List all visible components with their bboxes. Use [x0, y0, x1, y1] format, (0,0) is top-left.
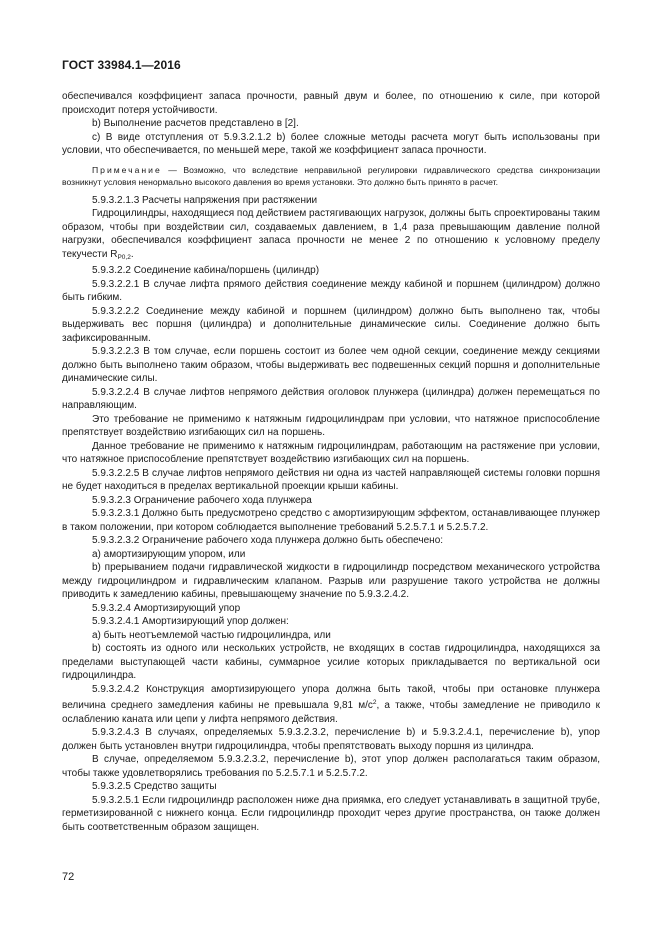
- paragraph: 5.9.3.2.2.2 Соединение между кабиной и поршнем (цилиндром) должно быть выполнено так, чтобы выдерживать вес поршня (цилиндра) и дополнительные динамические силы. Соединение должно быть зафиксированным.: [62, 305, 600, 344]
- list-item: a) амортизирующим упором, или: [92, 548, 246, 560]
- paragraph: Данное требование не применимо к натяжным гидроцилиндрам, работающим на растяжение при условии, что натяжное приспособление препятствует воздействию изгибающих сил на поршень.: [62, 440, 600, 465]
- paragraph: обеспечивался коэффициент запаса прочности, равный двум и более, по отношению к силе, при которой происходит потеря устойчивости.: [62, 91, 600, 116]
- paragraph: c) В виде отступления от 5.9.3.2.1.2 b) более сложные методы расчета могут быть использованы при условии, что обеспечивается, по меньшей мере, такой же коэффициент запаса прочности.: [62, 131, 600, 156]
- decel-sup: 2: [372, 699, 377, 706]
- hydro-text: Гидроцилиндры, находящиеся под действием растягивающих нагрузок, должны быть спроектированы таким образом, чтобы при воздействии сил, создаваемых давлением, в 1,4 раза превышающим давление полной нагрузки, обеспечивался коэффициент запаса прочности не менее 2 по отношению к условному пределу текучести R: [62, 208, 600, 260]
- page-header: ГОСТ 33984.1—2016: [62, 58, 181, 72]
- section-heading: 5.9.3.2.2 Соединение кабина/поршень (цилиндр): [92, 265, 320, 276]
- paragraph: 5.9.3.2.3.1 Должно быть предусмотрено средство с амортизирующим эффектом, останавливающее плунжер в таком положении, при котором соблюдается выполнение требований 5.2.5.7.1 и 5.2.5.7.2.: [62, 508, 600, 533]
- page-number: 72: [62, 871, 75, 883]
- list-item: a) быть неотъемлемой частью гидроцилиндра, или: [92, 629, 331, 641]
- paragraph: 5.9.3.2.4.1 Амортизирующий упор должен:: [92, 616, 289, 627]
- paragraph: В случае, определяемом 5.9.3.2.3.2, перечисление b), этот упор должен располагаться таким образом, чтобы также удовлетворялись требования по 5.2.5.7.1 и 5.2.5.7.2.: [62, 754, 600, 779]
- section-heading: 5.9.3.2.1.3 Расчеты напряжения при растяжении: [92, 194, 318, 206]
- hydro-sub: P0,2: [117, 253, 131, 261]
- list-item: b) состоять из одного или нескольких устройств, не входящих в состав гидроцилиндра, находящихся за пределами выступающей части кабины, суммарное усилие которых прикладывается по вертикальной оси гидроцилиндра.: [62, 643, 600, 681]
- note-text: — Возможно, что вследствие неправильной регулировки гидравлического средства синхронизации возникнут условия ненормально высокого давления во время установки. Это должно быть принято в расчет.: [62, 164, 600, 187]
- paragraph: 5.9.3.2.3.2 Ограничение рабочего хода плунжера должно быть обеспечено:: [92, 535, 444, 546]
- note-label: Примечание: [92, 164, 162, 175]
- paragraph: Это требование не применимо к натяжным гидроцилиндрам при условии, что натяжное приспособление препятствует воздействию изгибающих сил на поршень.: [62, 413, 600, 438]
- paragraph: 5.9.3.2.5.1 Если гидроцилиндр расположен ниже дна приямка, его следует устанавливать в защитной трубе, герметизированной с нижнего конца. Если гидроцилиндр проходит через другие пространства, он также должен быть соответственным образом защищен.: [62, 794, 600, 833]
- section-heading: 5.9.3.2.4 Амортизирующий упор: [92, 602, 241, 614]
- paragraph: 5.9.3.2.2.3 В том случае, если поршень состоит из более чем одной секции, соединение между секциями должно быть выполнено таким образом, чтобы выдерживать вес подвешенных секций поршня и дополнительные динамические силы.: [62, 346, 600, 384]
- note: [62, 164, 600, 188]
- section-heading: 5.9.3.2.5 Средство защиты: [92, 781, 217, 792]
- paragraph: [62, 683, 600, 727]
- paragraph: 5.9.3.2.2.1 В случае лифта прямого действия соединение между кабиной и поршнем (цилиндром) должно быть гибким.: [62, 278, 600, 303]
- paragraph: 5.9.3.2.4.3 В случаях, определяемых 5.9.3.2.3.2, перечисление b) и 5.9.3.2.4.1, перечисление b), упор должен быть установлен внутри гидроцилиндра, чтобы препятствовать выходу поршня из цилиндра.: [62, 727, 600, 752]
- document-body: [62, 90, 600, 834]
- paragraph: [62, 207, 600, 264]
- hydro-end: .: [130, 248, 134, 260]
- decel-end: , а также, чтобы замедление не приводило к ослаблению каната или цепи у лифта непрямого действия.: [62, 700, 600, 725]
- decel-text: 5.9.3.2.4.2 Конструкция амортизирующего упора должна быть такой, чтобы при остановке плунжера величина среднего замедления кабины не превышала 9,81 м/с: [62, 683, 600, 711]
- paragraph: 5.9.3.2.2.5 В случае лифтов непрямого действия ни одна из частей направляющей системы головки поршня не будет находиться в пределах вертикальной проекции крыши кабины.: [62, 467, 600, 492]
- paragraph: b) Выполнение расчетов представлено в [2].: [92, 118, 299, 129]
- section-heading: 5.9.3.2.3 Ограничение рабочего хода плунжера: [92, 494, 312, 506]
- list-item: b) прерыванием подачи гидравлической жидкости в гидроцилиндр посредством механического устройства между гидроцилиндром и гидравлическим клапаном. Разрыв или разрушение такого устройства не должны приводить к замедлению кабины, превышающему значение по 5.9.3.2.4.2.: [62, 562, 600, 600]
- paragraph: 5.9.3.2.2.4 В случае лифтов непрямого действия оголовок плунжера (цилиндра) должен перемещаться по направляющим.: [62, 386, 600, 411]
